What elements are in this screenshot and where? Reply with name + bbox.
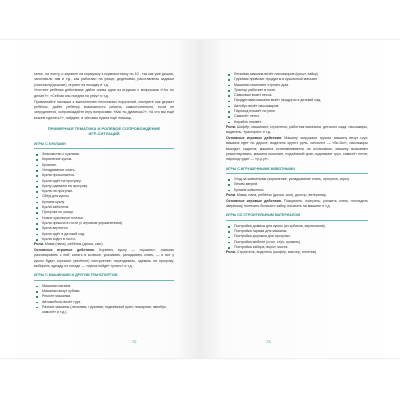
roles-text: Шофёр, машинист, строитель; работник магазина, детского сада, пассажиры, водитель, тракторист и т.д.: [226, 124, 369, 135]
roles-line: [226, 193, 368, 198]
list-item: Самосвал возит песок.: [226, 93, 368, 98]
intro-paragraph: Привлекайте малыша к выполнению несложных поручений, смотрите как держит ребёнок, дайте ребёнку возможность решить самостоятельно, если он затрудняется, сопровождайте игру вопросами: «Как ты думаешь?», «А что мы ещё можем сделать?», найдите, в чём вам нужна ещё помощь.: [34, 99, 174, 120]
list-item: Машинки катаем.: [34, 284, 174, 289]
list-item: Укладывание спать.: [34, 168, 174, 173]
list-item: Прогулка по улице.: [34, 210, 174, 215]
list-item: Постройка забора, ворот, моста.: [226, 245, 368, 250]
list-item: Новое кукольное платье.: [34, 216, 174, 221]
actions-text: Покормить, поиграть, уложить спать, погладить зверюшку, полечить больного зайку, покатать на машине и т.д.: [226, 198, 368, 209]
list-item: Продуктовая машина везёт продукты в детский сад.: [226, 98, 368, 103]
left-page: [0, 40, 200, 358]
list-item: Корабль плывёт.: [226, 120, 368, 125]
list-item: Кукла вертится.: [34, 226, 174, 231]
list-item: Кукла ходит в гости.: [34, 237, 174, 242]
left-column: [34, 72, 174, 315]
intro-paragraph: галке, на лопту, и заранее на кормушку к кормокоттанку по 10 ‑ так как уже дошли, заготовили там и т.д., как работают на улице; дедетками, расставлены задачки (спектаклу/дошлки), играют на посадку и т.д.: [34, 72, 174, 87]
actions-line: [226, 136, 368, 162]
list-item: Разные машины (легковая, грузовая, подъёмный кран, пожарная, автобус, самолёт и т.д.).: [34, 305, 174, 316]
list-item: Кукла пришла в гости (с игровым упражнением).: [34, 221, 174, 226]
transport-list: [226, 72, 368, 125]
page-number: 72: [132, 339, 137, 344]
list-item: Уход за животными (кормление, укладывание спать, прогулка, игры).: [226, 177, 368, 182]
list-item: Грузовик привозит продукты в кукольный магазин.: [226, 77, 368, 82]
roles-line: [226, 250, 368, 255]
list-item: Постройка мебели (стол, стул, кровать).: [226, 240, 368, 245]
actions-label: Основные игровые действия.: [226, 136, 283, 141]
list-item: Постройка дорожки для прогулки.: [226, 234, 368, 239]
subheading-cars: ИГРЫ С МАШИНАМИ И ДРУГИМ ТРАНСПОРТОМ: [34, 273, 174, 280]
list-item: Ремонт машинки.: [34, 294, 174, 299]
page-number: 73: [266, 339, 271, 344]
roles-line: [34, 242, 174, 247]
list-item: Обед для куклы.: [34, 194, 174, 199]
section-heading: ПРИМЕРНАЯ ТЕМАТИКА И РОЛЕВОЕ СОПРОВОЖДЕНИЕ ИГР‑СИТУАЦИЙ: [47, 125, 161, 137]
roles-text: Мама (папа), ребёнок (дочка, сын).: [44, 242, 104, 247]
dolls-list: [34, 152, 174, 242]
roles-label: Роли.: [226, 192, 236, 197]
list-item: Пароход плывёт по реке.: [226, 109, 368, 114]
subheading-animals: ИГРЫ С ИГРУШЕЧНЫМИ ЖИВОТНЫМИ: [226, 167, 368, 174]
right-page: [200, 40, 400, 358]
roles-line: [226, 125, 368, 136]
roles-label: Роли.: [34, 242, 44, 247]
animals-list: [226, 177, 368, 193]
actions-text: Кормить куклу — «кушать», ласково разговаривать с ней; катать в коляске, укачивать, укладывать спать, — и вот у куклы будет хорошее (весёлое) настроение; переодевать, одевать на прогулку, выбирать одежду по погоде — «кукла пойдёт гулять» и т.д.: [34, 248, 174, 268]
actions-label: Основные игровые действия.: [226, 198, 282, 203]
actions-label: Основные игровые действия.: [34, 248, 95, 253]
actions-line: [226, 199, 368, 210]
list-item: Автомобиль везёт груз.: [34, 300, 174, 305]
list-item: Трактор работает в поле.: [226, 88, 368, 93]
cars-list: [34, 284, 174, 316]
list-item: Кукла идёт на прогулку.: [34, 179, 174, 184]
list-item: Кормление куклы.: [34, 157, 174, 162]
list-item: Машинки везут кубики.: [34, 289, 174, 294]
list-item: Купаем животных.: [226, 188, 368, 193]
right-column: [226, 72, 368, 256]
list-item: Купание.: [34, 163, 174, 168]
list-item: Кукла заболела.: [34, 205, 174, 210]
list-item: Автобус везёт пассажиров.: [226, 104, 368, 109]
list-item: Машинки помогают строить дом.: [226, 83, 368, 88]
subheading-dolls: ИГРЫ С КУКЛАМИ: [34, 142, 174, 149]
book-spread: [0, 40, 400, 358]
list-item: Лечим зверей.: [226, 182, 368, 187]
list-item: Знакомство с куклами.: [34, 152, 174, 157]
building-list: [226, 224, 368, 250]
list-item: Кукла просыпается.: [34, 173, 174, 178]
list-item: Кукла идёт в детский сад.: [34, 232, 174, 237]
roles-label: Роли.: [226, 250, 236, 255]
list-item: Самолёт летит.: [226, 114, 368, 119]
subheading-building: ИГРЫ СО СТРОИТЕЛЬНЫМ МАТЕРИАЛОМ: [226, 213, 368, 220]
list-item: Постройка домика для куклы (из кубиков, кирпичиков).: [226, 224, 368, 229]
roles-label: Роли.: [226, 124, 236, 129]
list-item: Куклу одеваем на прогулку.: [34, 184, 174, 189]
actions-line: [34, 248, 174, 269]
intro-paragraph: Угостите ребёнка действием: дайте снова одни из игрушек с вопросами «Что ты делал?»; «Сейчас мы поедем на реку» и т.д.: [34, 88, 174, 98]
list-item: Постройка гаража для машины.: [226, 229, 368, 234]
list-item: Купаем куклу.: [34, 200, 174, 205]
roles-text: Строитель, водитель (шофёр, мастер, плотник).: [236, 250, 318, 255]
actions-text: Машину загружают грузом, машину везут груз; машина едет по дороге; водитель крутит руль, сигналит — «би‑би!»; пассажиры выходят, садятся; машина останавливается на остановках; машину вызывают ремонтировать, машина помогает, подъёмный кран поднимает груз, самолёт летит, пароход гудит — «у‑у‑у!».: [226, 136, 369, 162]
list-item: Легковая машина везёт пассажиров (кукол, зайку).: [226, 72, 368, 77]
list-item: Кукла на прогулке.: [34, 189, 174, 194]
roles-text: Мама, папа, ребёнок (дочка, сын), доктор, ветеринар.: [236, 192, 327, 197]
